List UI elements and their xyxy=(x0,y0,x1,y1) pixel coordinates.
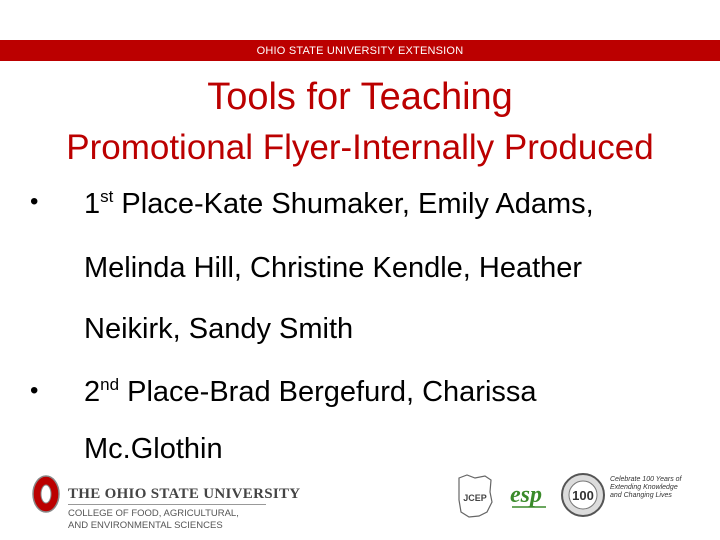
esp-logo-mark xyxy=(508,474,550,514)
esp-logo xyxy=(508,474,550,519)
slide-subtitle: Promotional Flyer-Internally Produced xyxy=(66,128,654,167)
place-number: 2 xyxy=(84,376,101,408)
winner-first-place-line2: Melinda Hill, Christine Kendle, Heather xyxy=(84,252,583,284)
osu-name: THE OHIO STATE UNIVERSITY xyxy=(68,486,301,502)
place-suffix: nd xyxy=(100,375,120,394)
slide-title: Tools for Teaching xyxy=(207,76,513,118)
bullet-marker: • xyxy=(30,188,39,215)
place-suffix: st xyxy=(100,187,114,206)
banner-text: OHIO STATE UNIVERSITY EXTENSION xyxy=(256,44,464,57)
esp-label: esp xyxy=(510,482,542,508)
bullet-marker: • xyxy=(30,377,39,404)
college-name xyxy=(68,508,239,532)
college-line-1: COLLEGE OF FOOD, AGRICULTURAL, xyxy=(68,508,239,519)
ohio-state-outline-icon xyxy=(455,472,495,520)
block-o-icon xyxy=(32,474,60,514)
footer-logos xyxy=(0,462,720,540)
winner-second-place-line1 xyxy=(84,375,537,409)
jcep-logo xyxy=(455,472,495,525)
place-number: 1 xyxy=(84,188,101,220)
winner-first-place-line3: Neikirk, Sandy Smith xyxy=(84,313,354,345)
centennial-seal xyxy=(560,470,606,525)
winner-first-place-line1 xyxy=(84,187,594,221)
centennial-tagline: Celebrate 100 Years of Extending Knowledge and Changing Lives xyxy=(610,476,682,499)
winner-names: Place-Brad Bergefurd, Charissa xyxy=(119,376,537,408)
centennial-seal-icon xyxy=(560,470,606,520)
osu-divider xyxy=(68,504,266,505)
jcep-label: JCEP xyxy=(463,493,487,503)
college-line-2: AND ENVIRONMENTAL SCIENCES xyxy=(68,520,223,531)
winner-second-place-line2: Mc.Glothin xyxy=(84,433,223,465)
centennial-number: 100 xyxy=(572,488,594,503)
winner-names: Place-Kate Shumaker, Emily Adams, xyxy=(113,188,594,220)
